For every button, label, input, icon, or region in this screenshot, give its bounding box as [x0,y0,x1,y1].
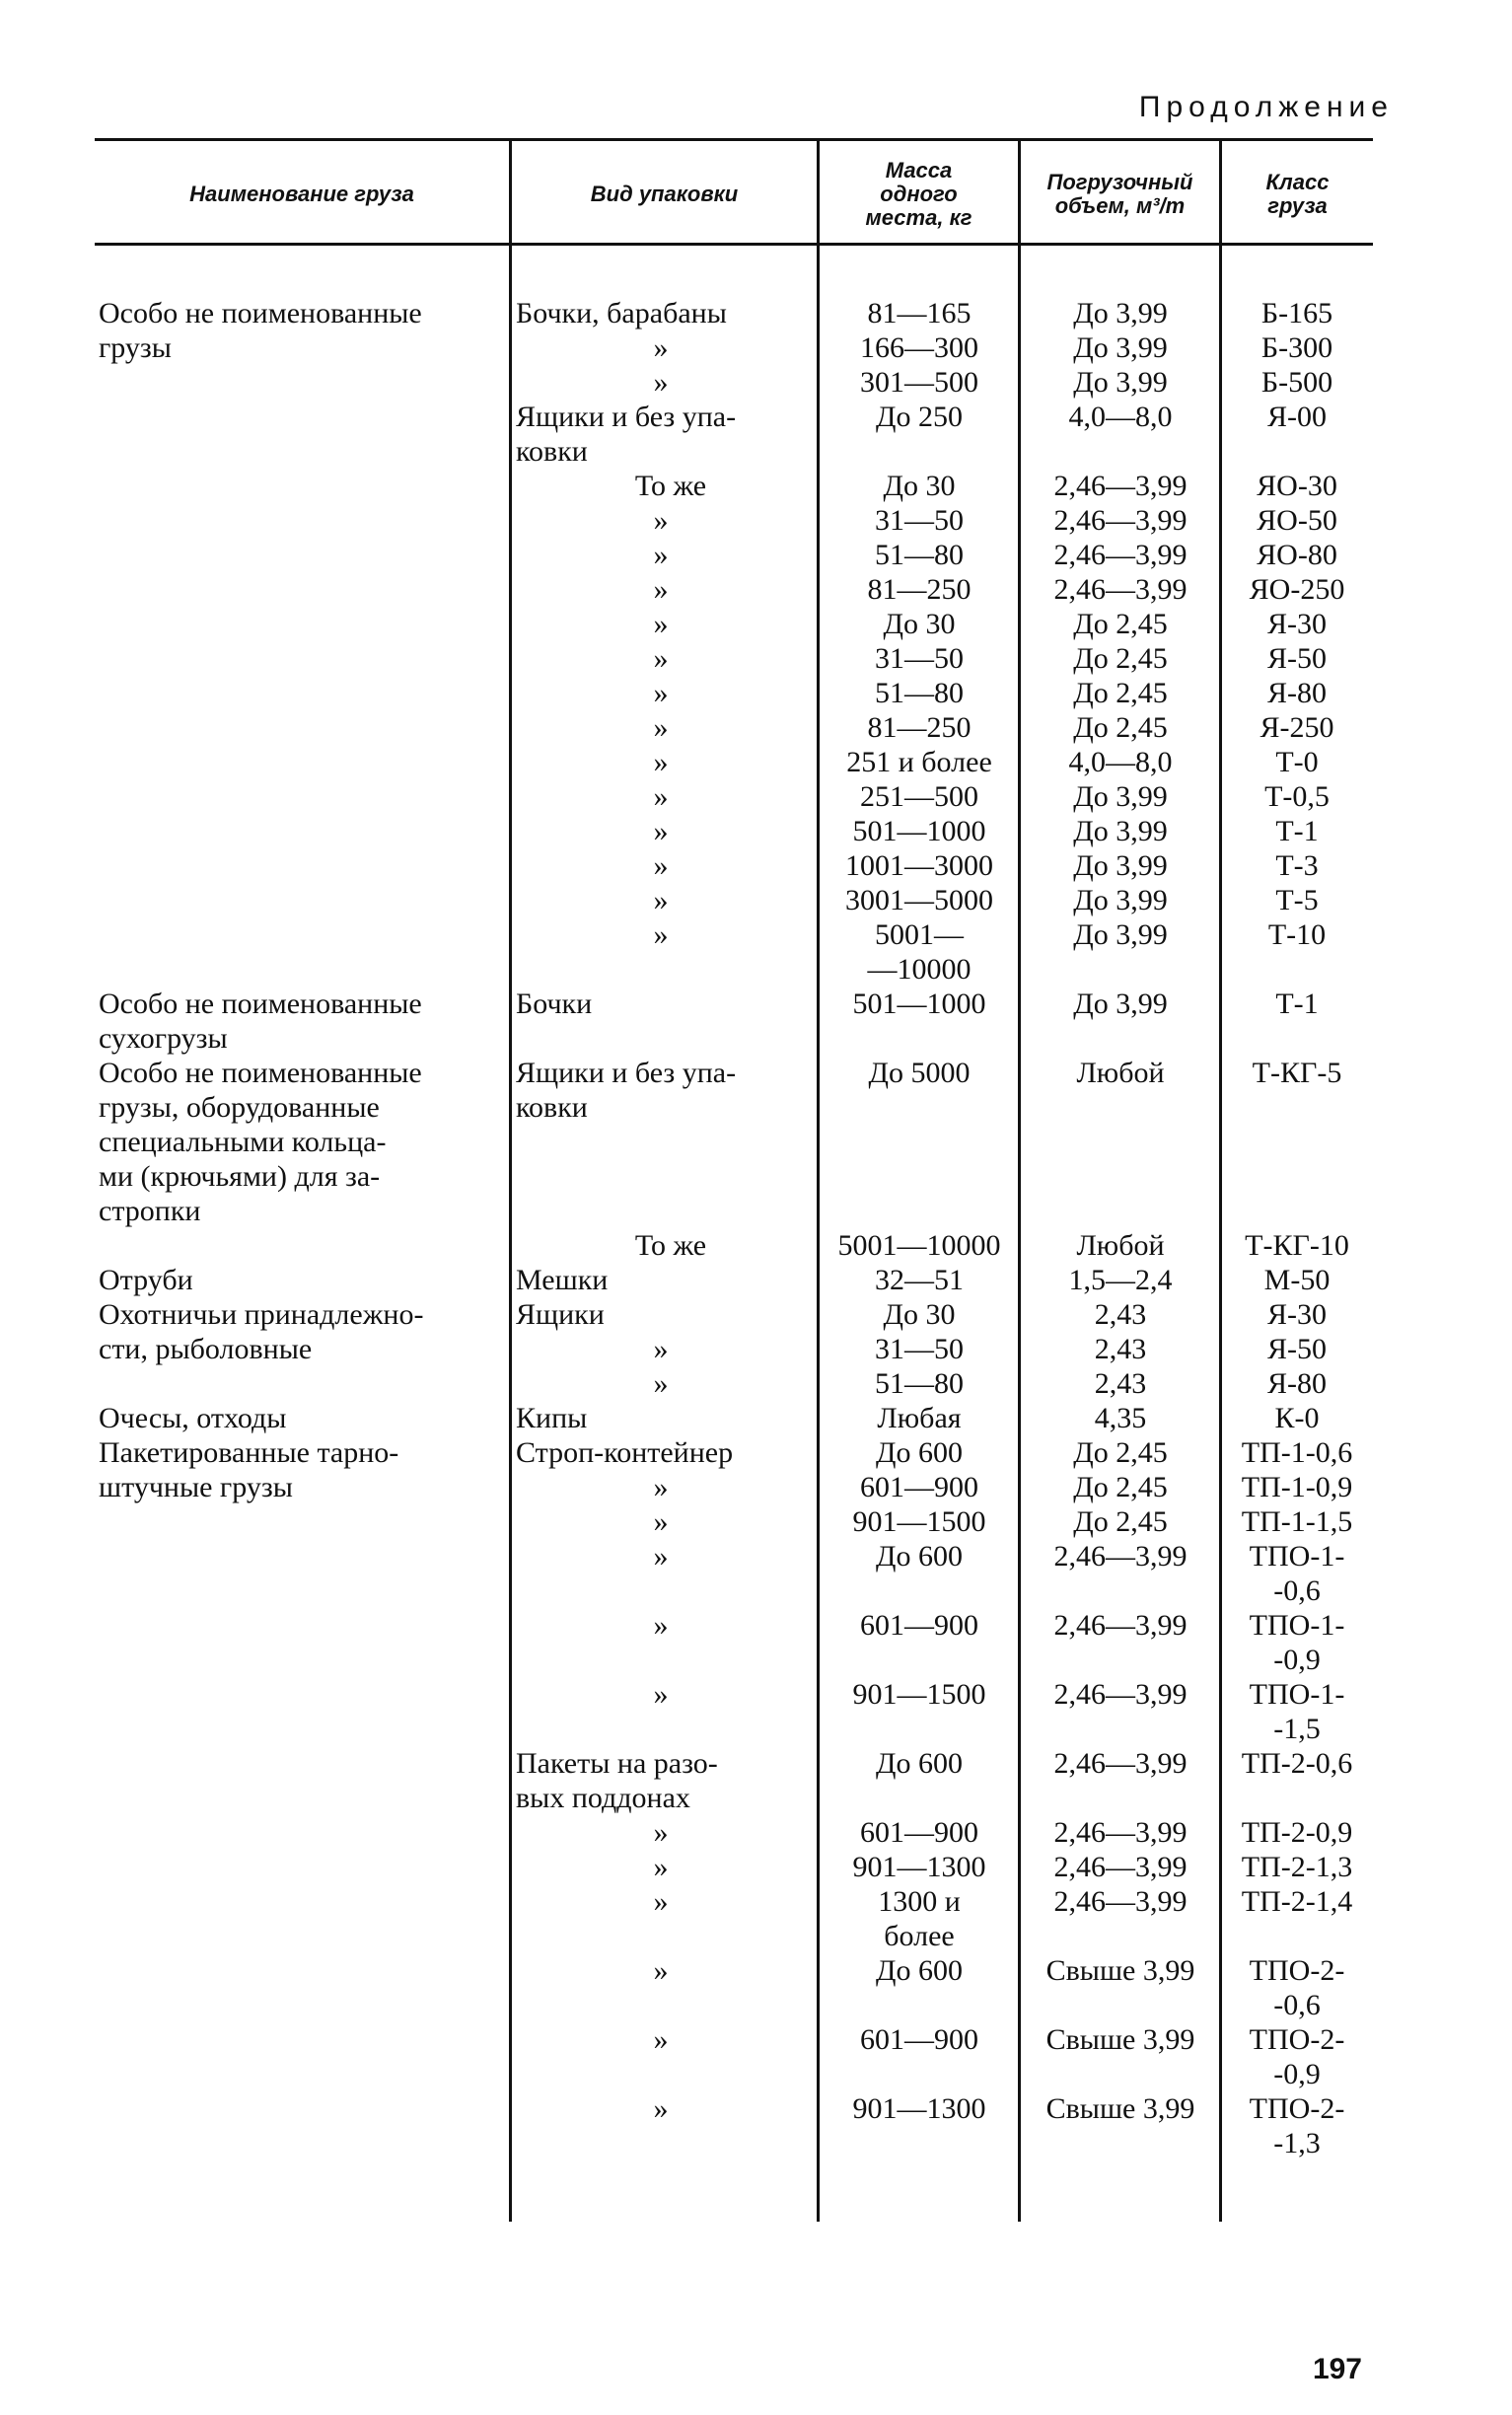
mass-cell: До 600 [876,1436,963,1469]
class-cell: Т-1 [1275,988,1319,1020]
class-cell: ЯО-50 [1257,504,1337,537]
header-volume: Погрузочный объем, м³/т [1046,170,1193,218]
packaging-cell: Бочки, барабаны [516,297,727,329]
volume-cell: До 2,45 [1073,642,1168,675]
volume-cell: До 2,45 [1073,1436,1168,1469]
class-cell: ТП-2-1,4 [1241,1885,1353,1918]
mass-cell: 601—900 [860,1816,978,1849]
class-cell: К-0 [1274,1402,1320,1434]
mass-cell: 5001—10000 [837,1229,1001,1262]
volume-cell: До 3,99 [1073,780,1168,813]
class-cell: ТП-1-0,6 [1241,1436,1353,1469]
packaging-cell: » [653,1678,669,1711]
mass-cell: 501—1000 [852,988,986,1020]
volume-cell: 2,46—3,99 [1053,539,1188,571]
mass-cell: До 30 [883,470,956,502]
mass-cell: 31—50 [875,642,964,675]
mass-cell: До 5000 [868,1057,971,1089]
class-cell: Я-80 [1267,677,1327,709]
class-cell: ТП-2-0,9 [1241,1816,1353,1849]
packaging-cell: » [653,677,669,709]
class-cell: ТПО-1- -0,9 [1249,1609,1345,1676]
packaging-cell: » [653,573,669,606]
class-cell: ТПО-1- -0,6 [1249,1540,1345,1607]
mass-cell: 51—80 [875,677,964,709]
mass-cell: До 600 [876,1747,963,1780]
header-name: Наименование груза [189,182,414,206]
volume-cell: 2,46—3,99 [1053,1851,1188,1883]
packaging-cell: » [653,746,669,778]
mass-cell: 32—51 [875,1264,964,1296]
packaging-cell: То же [634,470,707,502]
mass-cell: 5001— —10000 [867,918,972,986]
volume-cell: 2,46—3,99 [1053,504,1188,537]
mass-cell: До 30 [883,1298,956,1331]
volume-cell: До 2,45 [1073,1471,1168,1503]
packaging-cell: » [653,366,669,399]
packaging-cell: » [653,1505,669,1538]
cargo-name-cell: Очесы, отходы [99,1402,287,1434]
volume-cell: До 3,99 [1073,988,1168,1020]
packaging-cell: » [653,1367,669,1400]
class-cell: ЯО-80 [1257,539,1337,571]
mass-cell: 301—500 [860,366,978,399]
mass-cell: 51—80 [875,1367,964,1400]
packaging-cell: » [653,1540,669,1573]
packaging-cell: » [653,884,669,916]
packaging-cell: » [653,711,669,744]
mass-cell: 1300 и более [878,1885,961,1952]
volume-cell: До 3,99 [1073,849,1168,882]
mass-cell: 51—80 [875,539,964,571]
cargo-name-cell: Особо не поименованные грузы [99,297,422,364]
packaging-cell: Мешки [516,1264,609,1296]
packaging-cell: » [653,504,669,537]
mass-cell: 81—250 [867,573,972,606]
class-cell: Т-10 [1267,918,1327,951]
class-cell: Я-50 [1267,642,1327,675]
class-cell: Я-50 [1267,1333,1327,1365]
continuation-label: Продолжение [1138,91,1394,123]
mass-cell: 31—50 [875,504,964,537]
packaging-cell: Ящики [516,1298,605,1331]
cargo-name-cell: Охотничьи принадлежно- сти, рыболовные [99,1298,424,1365]
mass-cell: 166—300 [860,331,978,364]
class-cell: Т-0 [1275,746,1319,778]
mass-cell: 251 и более [846,746,992,778]
volume-cell: 2,46—3,99 [1053,1885,1188,1918]
class-cell: Б-165 [1260,297,1333,329]
volume-cell: До 2,45 [1073,711,1168,744]
packaging-cell: » [653,1609,669,1642]
packaging-cell: » [653,539,669,571]
mass-cell: 1001—3000 [845,849,993,882]
class-cell: Т-0,5 [1264,780,1330,813]
class-cell: Я-80 [1267,1367,1327,1400]
packaging-cell: » [653,331,669,364]
packaging-cell: Бочки [516,988,593,1020]
mass-cell: 901—1300 [852,2092,986,2125]
mass-cell: Любая [877,1402,962,1434]
class-cell: ТПО-2- -0,6 [1249,1954,1345,2021]
mass-cell: До 30 [883,608,956,640]
volume-cell: 2,46—3,99 [1053,1609,1188,1642]
mass-cell: До 250 [876,401,963,433]
class-cell: ТПО-2- -0,9 [1249,2023,1345,2090]
volume-cell: 2,46—3,99 [1053,1747,1188,1780]
volume-cell: 4,0—8,0 [1068,401,1173,433]
packaging-cell: » [653,1471,669,1503]
class-cell: Я-30 [1267,608,1327,640]
volume-cell: До 3,99 [1073,331,1168,364]
mass-cell: 3001—5000 [845,884,993,916]
volume-cell: До 3,99 [1073,815,1168,847]
packaging-cell: » [653,918,669,951]
volume-cell: До 3,99 [1073,918,1168,951]
mass-cell: 81—250 [867,711,972,744]
packaging-cell: » [653,1954,669,1987]
packaging-cell: То же [634,1229,707,1262]
volume-cell: 2,46—3,99 [1053,470,1188,502]
mass-cell: 601—900 [860,1609,978,1642]
packaging-cell: » [653,2092,669,2125]
mass-cell: 601—900 [860,1471,978,1503]
mass-cell: 81—165 [867,297,972,329]
cargo-name-cell: Особо не поименованные сухогрузы [99,988,422,1055]
packaging-cell: Пакеты на разо- вых поддонах [516,1747,718,1814]
volume-cell: 2,43 [1094,1298,1147,1331]
class-cell: ТПО-1- -1,5 [1249,1678,1345,1745]
packaging-cell: » [653,1885,669,1918]
volume-cell: До 2,45 [1073,677,1168,709]
class-cell: ЯО-30 [1257,470,1337,502]
class-cell: Т-1 [1275,815,1319,847]
class-cell: ТП-1-1,5 [1241,1505,1353,1538]
volume-cell: 2,46—3,99 [1053,573,1188,606]
class-cell: ТП-1-0,9 [1241,1471,1353,1503]
class-cell: Т-5 [1275,884,1319,916]
volume-cell: До 2,45 [1073,1505,1168,1538]
cargo-name-cell: Особо не поименованные грузы, оборудованные специальными кольца- ми (крючьями) для за- стропки [99,1057,422,1227]
packaging-cell: » [653,815,669,847]
volume-cell: Свыше 3,99 [1045,2092,1195,2125]
volume-cell: 2,43 [1094,1367,1147,1400]
mass-cell: 901—1500 [852,1505,986,1538]
packaging-cell: » [653,849,669,882]
header-class: Класс груза [1265,170,1330,218]
cargo-name-cell: Отруби [99,1264,193,1296]
volume-cell: До 3,99 [1073,884,1168,916]
class-cell: М-50 [1263,1264,1331,1296]
volume-cell: 1,5—2,4 [1068,1264,1173,1296]
class-cell: Я-00 [1267,401,1327,433]
class-cell: ТП-2-1,3 [1241,1851,1353,1883]
volume-cell: До 3,99 [1073,366,1168,399]
class-cell: Я-250 [1260,711,1334,744]
volume-cell: 2,46—3,99 [1053,1540,1188,1573]
volume-cell: 2,46—3,99 [1053,1816,1188,1849]
packaging-cell: » [653,642,669,675]
class-cell: ЯО-250 [1249,573,1345,606]
mass-cell: 31—50 [875,1333,964,1365]
page-number: 197 [1312,2353,1362,2385]
class-cell: Б-500 [1260,366,1333,399]
class-cell: ТПО-2- -1,3 [1249,2092,1345,2159]
mass-cell: 501—1000 [852,815,986,847]
mass-cell: До 600 [876,1540,963,1573]
packaging-cell: » [653,780,669,813]
mass-cell: 601—900 [860,2023,978,2056]
packaging-cell: Строп-контейнер [516,1436,734,1469]
class-cell: Я-30 [1267,1298,1327,1331]
volume-cell: 2,43 [1094,1333,1147,1365]
volume-cell: Свыше 3,99 [1045,1954,1195,1987]
class-cell: Т-3 [1275,849,1319,882]
packaging-cell: » [653,1851,669,1883]
volume-cell: Свыше 3,99 [1045,2023,1195,2056]
cargo-name-cell: Пакетированные тарно- штучные грузы [99,1436,399,1503]
header-pack: Вид упаковки [590,182,739,206]
volume-cell: До 3,99 [1073,297,1168,329]
volume-cell: До 2,45 [1073,608,1168,640]
volume-cell: 2,46—3,99 [1053,1678,1188,1711]
volume-cell: Любой [1076,1057,1165,1089]
mass-cell: До 600 [876,1954,963,1987]
class-cell: Т-КГ-10 [1245,1229,1349,1262]
mass-cell: 901—1300 [852,1851,986,1883]
class-cell: Т-КГ-5 [1252,1057,1342,1089]
packaging-cell: » [653,1816,669,1849]
volume-cell: 4,0—8,0 [1068,746,1173,778]
packaging-cell: » [653,1333,669,1365]
mass-cell: 251—500 [860,780,978,813]
class-cell: Б-300 [1260,331,1333,364]
header-mass: Масса одного места, кг [865,158,972,230]
volume-cell: 4,35 [1094,1402,1147,1434]
class-cell: ТП-2-0,6 [1241,1747,1353,1780]
packaging-cell: Ящики и без упа- ковки [516,401,737,468]
packaging-cell: Ящики и без упа- ковки [516,1057,737,1124]
volume-cell: Любой [1076,1229,1165,1262]
packaging-cell: » [653,2023,669,2056]
packaging-cell: Кипы [516,1402,588,1434]
mass-cell: 901—1500 [852,1678,986,1711]
packaging-cell: » [653,608,669,640]
